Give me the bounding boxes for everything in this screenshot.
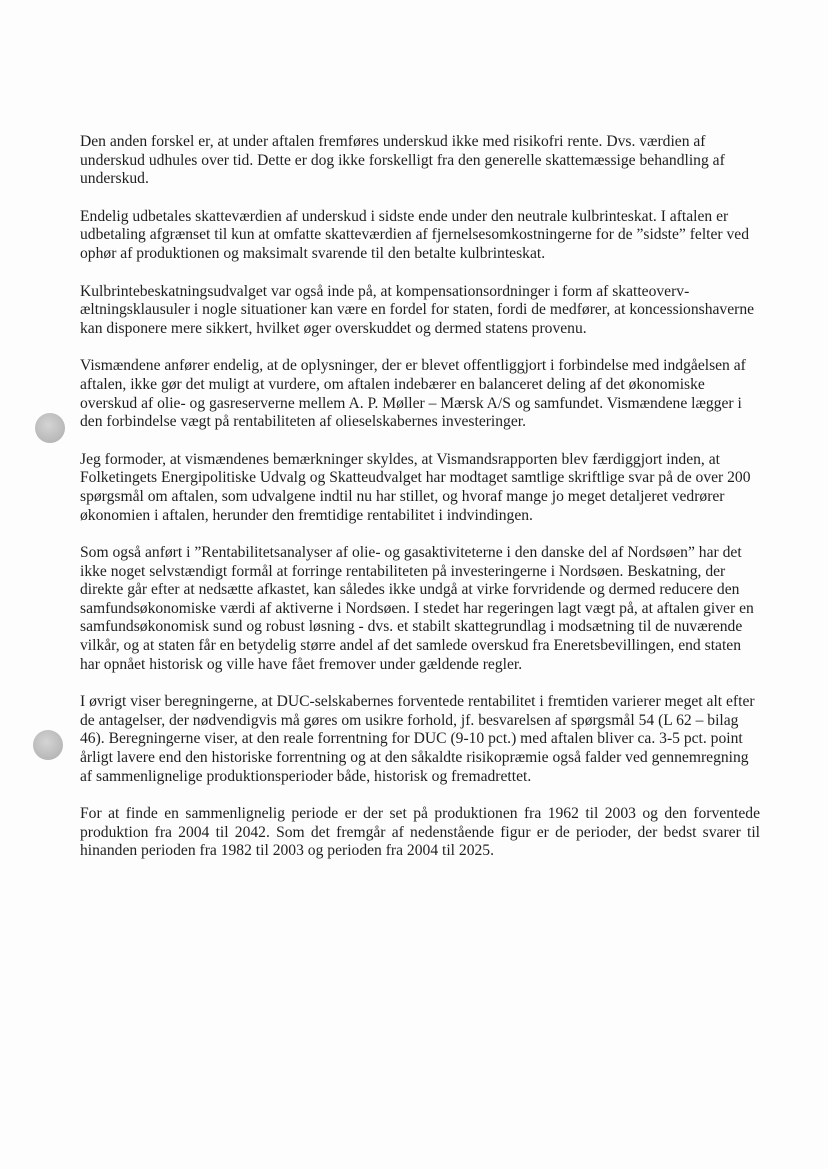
paragraph-kulbrintebeskatningsudvalget: Kulbrintebeskatningsudvalget var også inde på, at kompensationsordninger i form af skatteovervæltningsklausuler i nogle situationer kan være en fordel for staten, fordi de medfører, at koncessionshaverne kan disponere mere sikkert, hvilket øger overskuddet og dermed statens provenu. xyxy=(80,282,755,337)
paragraph-rentabilitetsanalyser: Som også anført i ”Rentabilitetsanalyser af olie- og gasaktiviteterne i den danske del af Nordsøen” har det ikke noget selvstændigt formål at forringe rentabiliteten på investeringerne i Nordsøen. Beskatning, der direkte går efter at nedsætte afkastet, kan således ikke undgå at virke forvridende og dermed reducere den samfundsøkonomiske værdi af aktiverne i Nordsøen. I stedet har regeringen lagt vægt på, at aftalen giver en samfundsøkonomisk sund og robust løsning - dvs. et stabilt skattegrundlag i modsætning til de nuværende vilkår, og at staten får en betydelig større andel af det samlede overskud fra Eneretsbevillingen, end staten har opnået historisk og ville have fået fremover under gældende regler. xyxy=(80,544,754,673)
paragraph-vismaendene: Vismændene anfører endelig, at de oplysninger, der er blevet offentliggjort i forbindelse med indgåelsen af aftalen, ikke gør det muligt at vurdere, om aftalen indebærer en balanceret deling af det økonomiske overskud af olie- og gasreserverne mellem A. P. Møller – Mærsk A/S og samfundet. Vismændene lægger i den forbindelse vægt på rentabiliteten af olieselskabernes investeringer. xyxy=(80,357,746,431)
paragraph-sammenlignelig-periode: For at finde en sammenlignelig periode er der set på produktionen fra 1962 til 2003 og den forventede produktion fra 2004 til 2042. Som det fremgår af nedenstående figur er de perioder, der bedst svarer til hinanden perioden fra 1982 til 2003 og perioden fra 2004 til 2025. xyxy=(80,805,760,860)
paragraph-skattevaerdi-udbetaling: Endelig udbetales skatteværdien af underskud i sidste ende under den neutrale kulbrinteskat. I aftalen er udbetaling afgrænset til kun at omfatte skatteværdien af fjernelsesomkostningerne for de ”sidste” felter ved ophør af produktionen og maksimalt svarende til den betalte kulbrinteskat. xyxy=(80,207,750,262)
document-body xyxy=(80,133,760,880)
punch-hole xyxy=(33,730,63,760)
paragraph-underskud-rente: Den anden forskel er, at under aftalen fremføres underskud ikke med risikofri rente. Dvs. værdien af underskud udhules over tid. Dette er dog ikke forskelligt fra den generelle skattemæssige behandling af underskud. xyxy=(80,133,725,188)
punch-hole xyxy=(35,413,65,443)
paragraph-beregningerne: I øvrigt viser beregningerne, at DUC-selskabernes forventede rentabilitet i fremtiden varierer meget alt efter de antagelser, der nødvendigvis må gøres om usikre forhold, jf. besvarelsen af spørgsmål 54 (L 62 – bilag 46). Beregningerne viser, at den reale forrentning for DUC (9-10 pct.) med aftalen bliver ca. 3-5 pct. point årligt lavere end den historiske forrentning og at den såkaldte risikopræmie også falder ved gennemregning af sammenlignelige produktionsperioder både, historisk og fremadrettet. xyxy=(80,693,755,785)
paragraph-formodning: Jeg formoder, at vismændenes bemærkninger skyldes, at Vismandsrapporten blev færdiggjort inden, at Folketingets Energipolitiske Udvalg og Skatteudvalget har modtaget samtlige skriftlige svar på de over 200 spørgsmål om aftalen, som udvalgene indtil nu har stillet, og hvoraf mange jo meget detaljeret vedrører økonomien i aftalen, herunder den fremtidige rentabilitet i indvindingen. xyxy=(80,450,751,524)
